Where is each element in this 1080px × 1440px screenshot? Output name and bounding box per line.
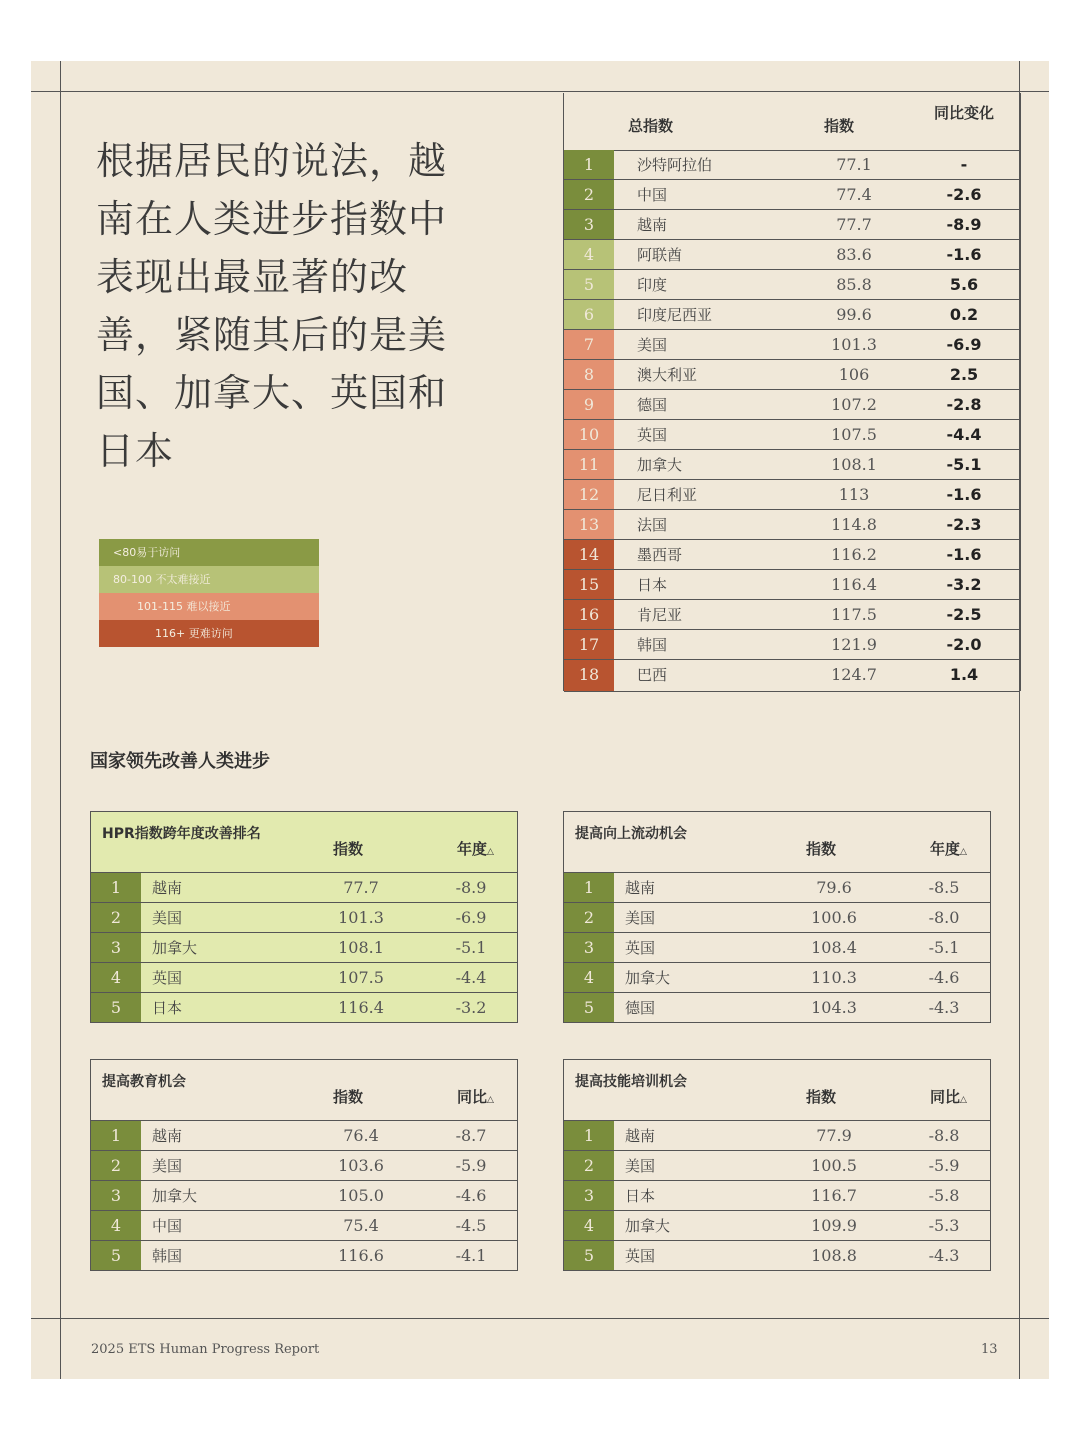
left-rule [60,61,61,1379]
delta-value: -4.3 [928,1246,960,1265]
delta-value: -4.6 [928,968,960,987]
delta-value: -6.9 [455,908,487,927]
bottom-rule [31,1318,1049,1319]
hpr-improvement-table [90,811,518,1023]
col-delta: 年度△ [930,840,967,858]
index-value: 116.6 [338,1246,384,1265]
yoy-change-value: -2.0 [946,635,982,654]
delta-value: -5.1 [928,938,960,957]
col-delta: 年度△ [457,840,494,858]
yoy-change-value: -8.9 [946,215,982,234]
table-row [564,660,1020,692]
country-name: 加拿大 [152,939,198,957]
rank-cell: 18 [564,660,614,691]
table-row [564,540,1020,570]
skills-training-table [563,1059,991,1271]
rank-cell: 4 [91,963,141,992]
index-value: 121.9 [831,635,877,654]
legend-item: 80-100 不太难接近 [99,566,319,593]
rank-cell: 3 [564,1181,614,1210]
yoy-change-value: -2.3 [946,515,982,534]
country-name: 墨西哥 [637,546,683,564]
delta-value: -4.4 [455,968,487,987]
page-number: 13 [981,1342,998,1357]
table-row [564,600,1020,630]
index-value: 106 [838,365,870,384]
country-name: 英国 [152,969,183,987]
yoy-change-value: 1.4 [949,665,979,684]
index-value: 124.7 [831,665,877,684]
table-row [564,1181,990,1211]
table-row [564,1241,990,1270]
country-name: 加拿大 [625,1217,671,1235]
delta-value: -8.0 [928,908,960,927]
table-row [91,1181,517,1211]
rank-cell: 5 [91,993,141,1022]
col-delta: 同比△ [457,1088,494,1106]
country-name: 越南 [625,879,656,897]
index-value: 114.8 [831,515,877,534]
index-value: 79.6 [816,878,852,897]
table-row [91,1241,517,1270]
index-value: 117.5 [831,605,877,624]
index-value: 116.4 [338,998,384,1017]
table-row [564,150,1020,180]
delta-icon: △ [487,1095,494,1105]
country-name: 英国 [625,1247,656,1265]
legend-item: <80易于访问 [99,539,319,566]
table-row [564,210,1020,240]
col-total-index: 总指数 [628,117,674,135]
delta-value: -3.2 [455,998,487,1017]
country-name: 印度 [637,276,668,294]
country-name: 越南 [637,216,668,234]
table-header [91,1060,517,1121]
rank-cell: 1 [91,873,141,902]
table-row [564,450,1020,480]
country-name: 加拿大 [152,1187,198,1205]
yoy-change-value: -1.6 [946,485,982,504]
country-name: 越南 [152,1127,183,1145]
index-value: 77.7 [836,215,872,234]
rank-cell: 15 [564,570,614,599]
index-value: 108.1 [338,938,384,957]
delta-value: -4.6 [455,1186,487,1205]
country-name: 越南 [625,1127,656,1145]
delta-value: -8.9 [455,878,487,897]
rank-cell: 2 [564,180,614,209]
table-row [564,630,1020,660]
rank-cell: 4 [91,1211,141,1240]
legend-item: 116+ 更难访问 [99,620,319,647]
yoy-change-value: -1.6 [946,545,982,564]
country-name: 越南 [152,879,183,897]
col-index: 指数 [824,117,855,135]
country-name: 英国 [637,426,668,444]
col-yoy-change: 同比变化 [934,104,995,122]
country-name: 日本 [637,576,668,594]
table-row [564,360,1020,390]
index-value: 116.7 [811,1186,857,1205]
table-row [91,1151,517,1181]
index-value: 113 [838,485,870,504]
table-row [91,933,517,963]
delta-icon: △ [487,847,494,857]
delta-value: -8.5 [928,878,960,897]
delta-value: -5.8 [928,1186,960,1205]
legend [99,539,319,647]
yoy-change-value: -2.6 [946,185,982,204]
index-value: 107.5 [831,425,877,444]
delta-value: -4.3 [928,998,960,1017]
rank-cell: 5 [564,993,614,1022]
yoy-change-value: -6.9 [946,335,982,354]
country-name: 德国 [637,396,668,414]
rank-cell: 4 [564,240,614,269]
index-value: 83.6 [836,245,872,264]
rank-cell: 2 [91,1151,141,1180]
table-row [564,873,990,903]
country-name: 阿联酋 [637,246,683,264]
index-value: 100.5 [811,1156,857,1175]
country-name: 加拿大 [637,456,683,474]
yoy-change-value: -3.2 [946,575,982,594]
table-row [91,1211,517,1241]
index-value: 108.8 [811,1246,857,1265]
rank-cell: 1 [564,873,614,902]
index-value: 77.4 [836,185,872,204]
rank-cell: 3 [564,933,614,962]
rank-cell: 17 [564,630,614,659]
index-value: 108.1 [831,455,877,474]
country-name: 加拿大 [625,969,671,987]
yoy-change-value: - [960,155,968,174]
country-name: 印度尼西亚 [637,306,713,324]
col-index: 指数 [806,1088,837,1106]
col-index: 指数 [333,840,364,858]
table-row [564,180,1020,210]
index-value: 116.2 [831,545,877,564]
rank-cell: 13 [564,510,614,539]
country-name: 巴西 [637,666,668,684]
rank-cell: 1 [91,1121,141,1150]
rank-cell: 3 [91,1181,141,1210]
yoy-change-value: -1.6 [946,245,982,264]
index-value: 104.3 [811,998,857,1017]
table-row [564,420,1020,450]
rank-cell: 8 [564,360,614,389]
country-name: 中国 [152,1217,183,1235]
yoy-change-value: 2.5 [949,365,979,384]
rank-cell: 2 [91,903,141,932]
rank-cell: 1 [564,1121,614,1150]
delta-value: -4.1 [455,1246,487,1265]
index-value: 103.6 [338,1156,384,1175]
country-name: 澳大利亚 [637,366,698,384]
table-header [91,812,517,873]
rank-cell: 5 [564,270,614,299]
country-name: 肯尼亚 [637,606,683,624]
rank-cell: 12 [564,480,614,509]
table-row [564,1121,990,1151]
table-row [564,240,1020,270]
rank-cell: 1 [564,150,614,179]
index-value: 77.7 [343,878,379,897]
index-value: 75.4 [343,1216,379,1235]
table-row [91,1121,517,1151]
index-value: 76.4 [343,1126,379,1145]
country-name: 美国 [637,336,668,354]
index-value: 99.6 [836,305,872,324]
country-name: 美国 [625,1157,656,1175]
country-name: 德国 [625,999,656,1017]
index-value: 110.3 [811,968,857,987]
index-value: 101.3 [831,335,877,354]
table-row [564,993,990,1022]
section-title: 国家领先改善人类进步 [90,751,270,772]
country-name: 韩国 [637,636,668,654]
yoy-change-value: 0.2 [949,305,979,324]
rank-cell: 7 [564,330,614,359]
delta-value: -8.7 [455,1126,487,1145]
table-row [564,963,990,993]
rank-cell: 4 [564,1211,614,1240]
rank-cell: 2 [564,1151,614,1180]
rank-cell: 16 [564,600,614,629]
delta-icon: △ [960,1095,967,1105]
yoy-change-value: -2.8 [946,395,982,414]
table-title: HPR指数跨年度改善排名 [102,826,261,842]
rank-cell: 9 [564,390,614,419]
rank-cell: 10 [564,420,614,449]
country-name: 日本 [625,1187,656,1205]
delta-value: -8.8 [928,1126,960,1145]
table-row [91,963,517,993]
table-header [564,812,990,873]
delta-icon: △ [960,847,967,857]
footer-report-title: 2025 ETS Human Progress Report [91,1342,320,1357]
country-name: 尼日利亚 [637,486,698,504]
table-row [564,933,990,963]
index-value: 101.3 [338,908,384,927]
total-index-table-header [564,93,1020,151]
country-name: 中国 [637,186,668,204]
index-value: 77.1 [836,155,872,174]
table-row [91,993,517,1022]
col-index: 指数 [806,840,837,858]
headline: 根据居民的说法，越南在人类进步指数中表现出最显著的改善，紧随其后的是美国、加拿大、英国和日本 [96,139,448,473]
country-name: 美国 [625,909,656,927]
table-row [564,903,990,933]
rank-cell: 5 [91,1241,141,1270]
table-title: 提高向上流动机会 [575,826,687,842]
rank-cell: 4 [564,963,614,992]
index-value: 100.6 [811,908,857,927]
index-value: 107.2 [831,395,877,414]
rank-cell: 3 [91,933,141,962]
index-value: 108.4 [811,938,857,957]
rank-cell: 3 [564,210,614,239]
country-name: 法国 [637,516,668,534]
delta-value: -5.9 [928,1156,960,1175]
country-name: 日本 [152,999,183,1017]
index-value: 107.5 [338,968,384,987]
legend-item: 101-115 难以接近 [99,593,319,620]
table-row [91,903,517,933]
index-value: 116.4 [831,575,877,594]
top-rule [31,91,1049,92]
table-title: 提高教育机会 [102,1074,186,1090]
country-name: 英国 [625,939,656,957]
delta-value: -5.3 [928,1216,960,1235]
table-row [564,300,1020,330]
col-index: 指数 [333,1088,364,1106]
delta-value: -5.1 [455,938,487,957]
table-header [564,1060,990,1121]
table-row [564,480,1020,510]
index-value: 105.0 [338,1186,384,1205]
rank-cell: 14 [564,540,614,569]
table-row [564,1211,990,1241]
upward-mobility-table [563,811,991,1023]
country-name: 美国 [152,909,183,927]
table-row [564,510,1020,540]
rank-cell: 11 [564,450,614,479]
table-row [564,330,1020,360]
delta-value: -5.9 [455,1156,487,1175]
table-row [564,570,1020,600]
delta-value: -4.5 [455,1216,487,1235]
table-row [91,873,517,903]
rank-cell: 6 [564,300,614,329]
yoy-change-value: 5.6 [949,275,979,294]
country-name: 韩国 [152,1247,183,1265]
index-value: 109.9 [811,1216,857,1235]
yoy-change-value: -2.5 [946,605,982,624]
yoy-change-value: -5.1 [946,455,982,474]
country-name: 沙特阿拉伯 [637,156,713,174]
table-row [564,270,1020,300]
table-row [564,390,1020,420]
table-row [564,1151,990,1181]
country-name: 美国 [152,1157,183,1175]
index-value: 85.8 [836,275,872,294]
total-index-table [563,93,1021,691]
index-value: 77.9 [816,1126,852,1145]
col-delta: 同比△ [930,1088,967,1106]
rank-cell: 2 [564,903,614,932]
rank-cell: 5 [564,1241,614,1270]
yoy-change-value: -4.4 [946,425,982,444]
table-title: 提高技能培训机会 [575,1074,687,1090]
education-opportunity-table [90,1059,518,1271]
